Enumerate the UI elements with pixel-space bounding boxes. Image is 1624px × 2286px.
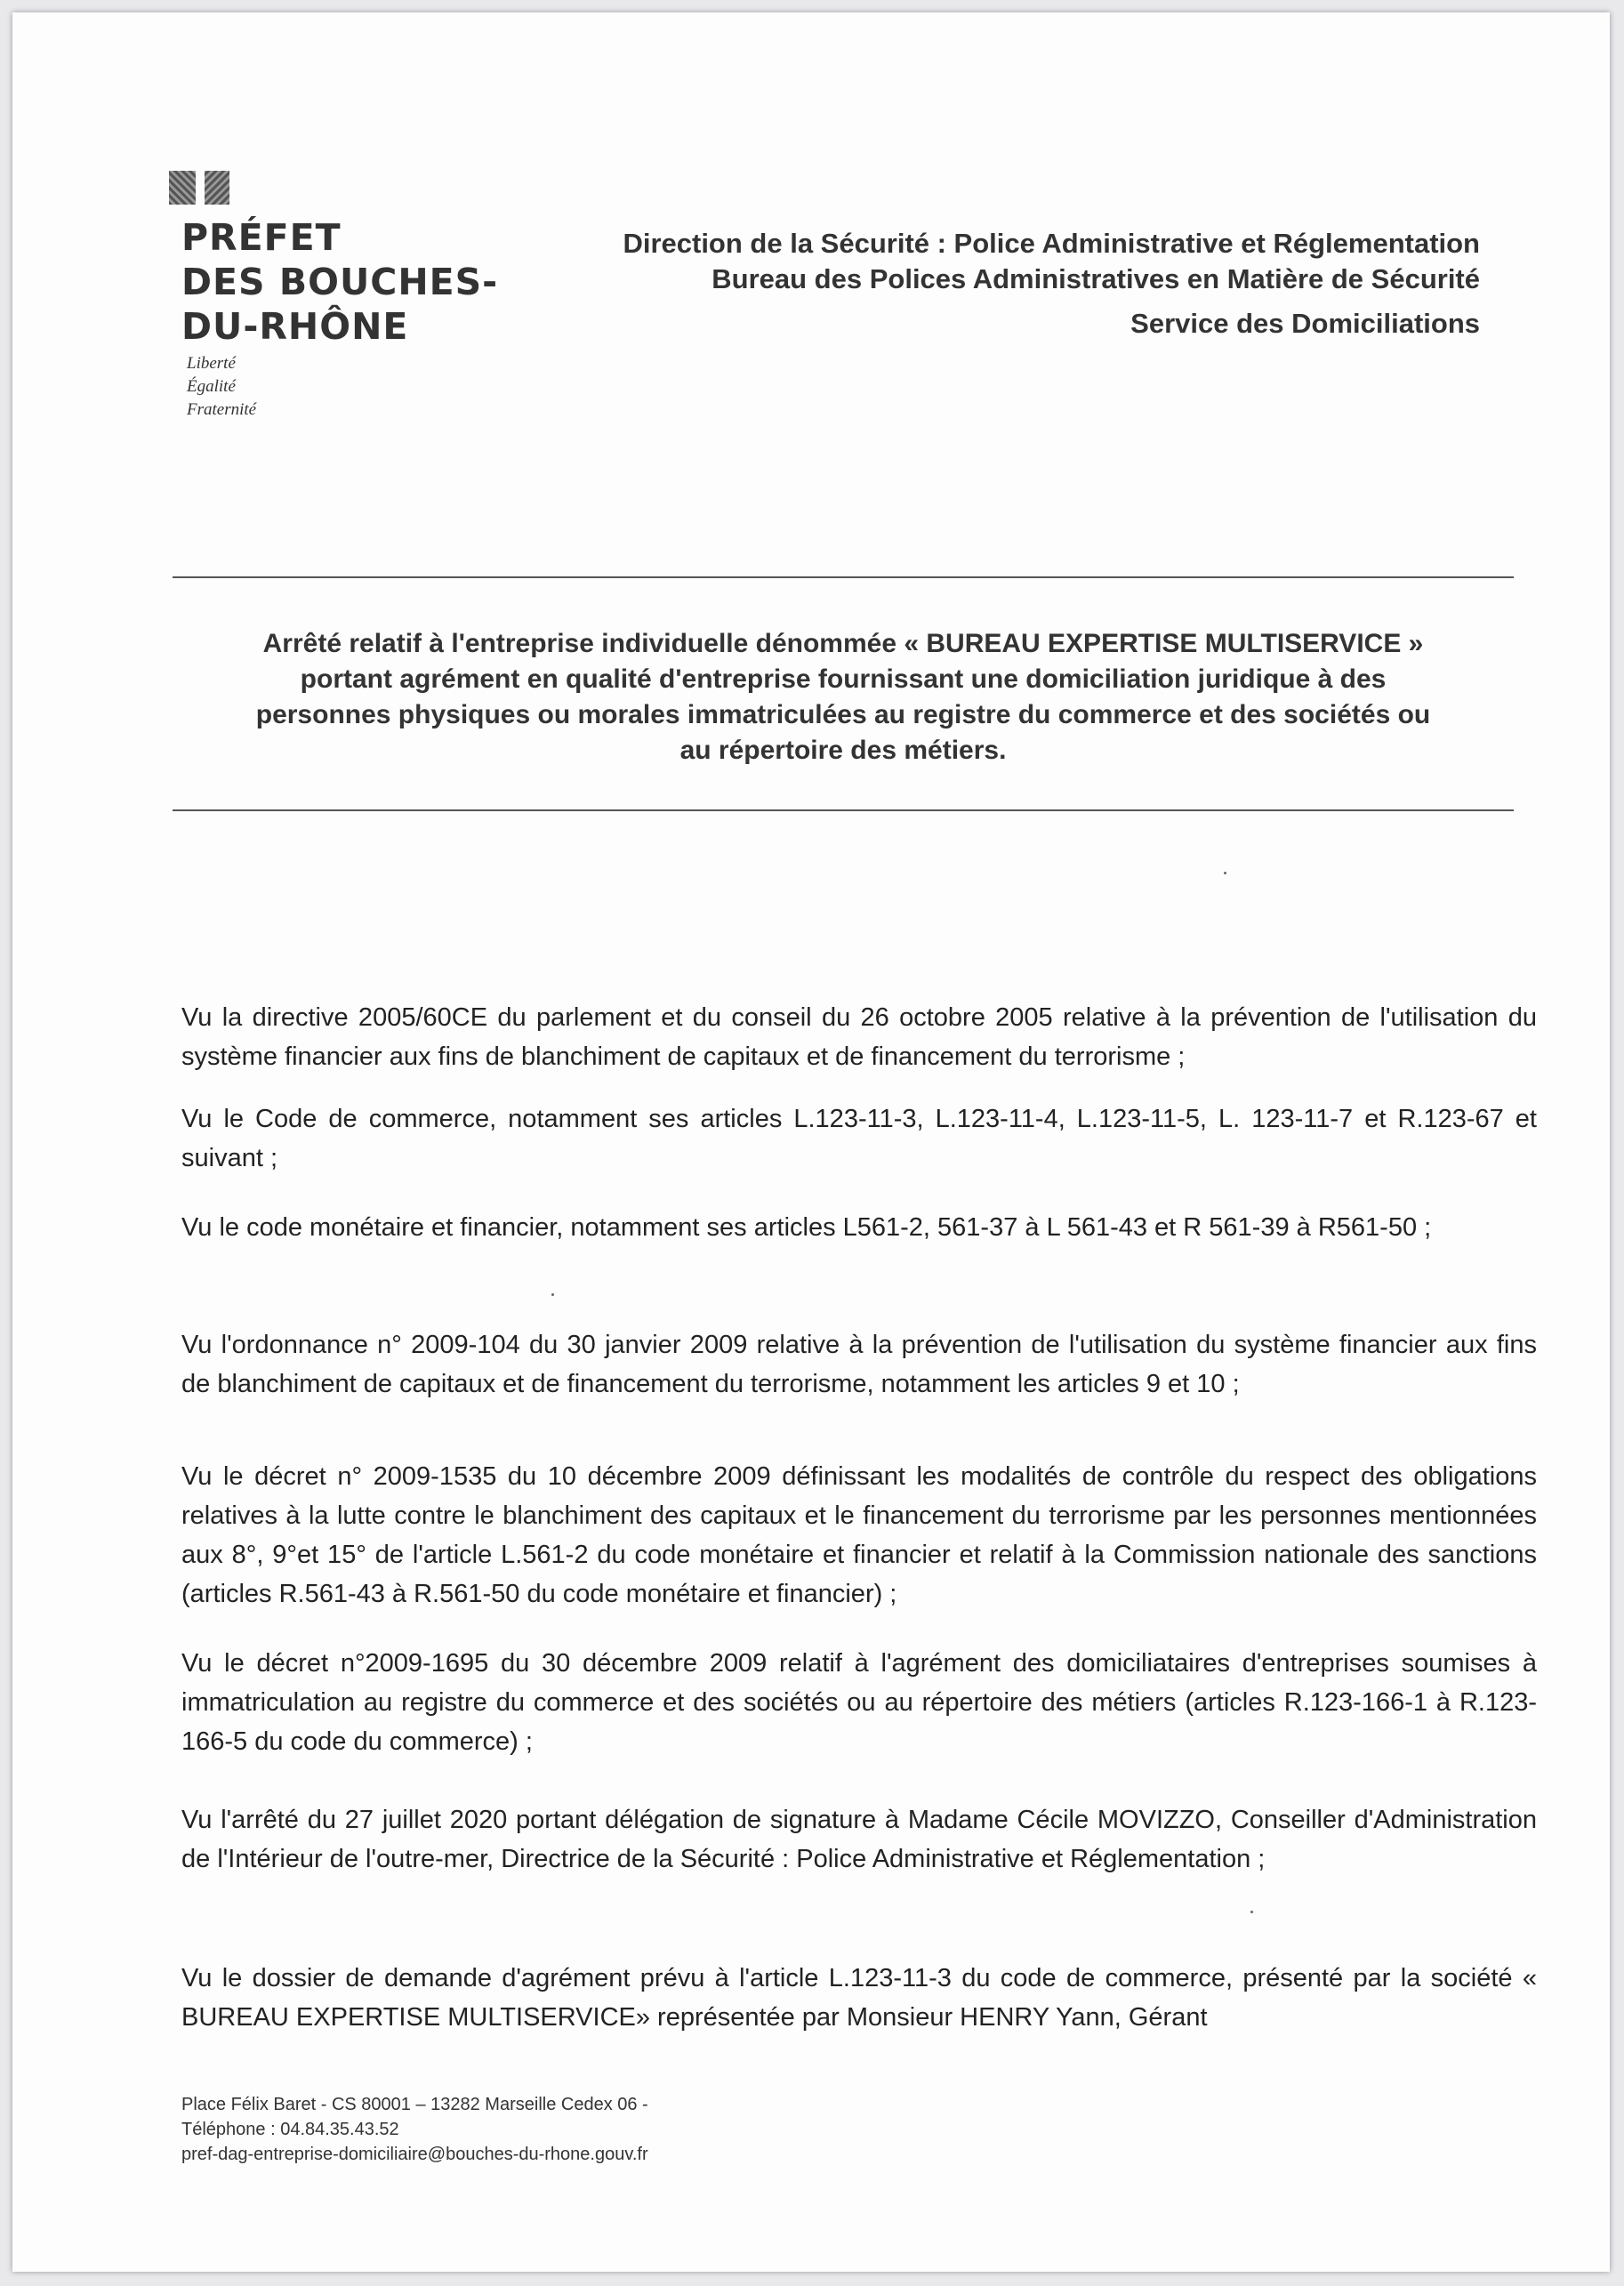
prefecture-name-line: DU-RHÔNE (181, 305, 409, 348)
direction-name: Direction de la Sécurité : Police Administrative et Réglementation (623, 228, 1480, 259)
body-paragraph (181, 1208, 1537, 1247)
footer-address: Place Félix Baret - CS 80001 – 13282 Marseille Cedex 06 - (181, 2095, 648, 2114)
prefecture-name-line: PRÉFET (181, 216, 342, 259)
title-line: au répertoire des métiers. (679, 736, 1007, 765)
body-paragraph (181, 1959, 1537, 2037)
footer-phone: Téléphone : 04.84.35.43.52 (181, 2120, 399, 2139)
paragraph-text: Vu le code monétaire et financier, notamment ses articles L561-2, 561-37 à L 561-43 et R 561-39 à R561-50 ; (181, 1213, 1432, 1242)
body-paragraph (181, 1644, 1537, 1761)
scan-speck (1250, 1911, 1253, 1913)
title-line: personnes physiques ou morales immatriculées au registre du commerce et des sociétés ou (255, 700, 1431, 729)
republic-motto (187, 352, 256, 422)
paragraph-text: Vu le décret n°2009-1695 du 30 décembre 2009 relatif à l'agrément des domiciliataires d'entreprises soumises à immatriculation au registre du commerce et des sociétés ou au répertoire des métiers (articles R.123-166-1 à R.123-166-5 du code du commerce) ; (181, 1649, 1537, 1756)
prefecture-name-line: DES BOUCHES- (181, 261, 499, 303)
paragraph-text: Vu l'ordonnance n° 2009-104 du 30 janvier 2009 relative à la prévention de l'utilisation du système financier aux fins de blanchiment de capitaux et de financement du terrorisme, notamment les articles 9 et 10 ; (181, 1331, 1537, 1398)
paragraph-text: Vu le Code de commerce, notamment ses articles L.123-11-3, L.123-11-4, L.123-11-5, L. 123-11-7 et R.123-67 et suivant ; (181, 1105, 1537, 1172)
title-line: portant agrément en qualité d'entreprise fournissant une domiciliation juridique à des (300, 664, 1387, 694)
paragraph-text: Vu le dossier de demande d'agrément prévu à l'article L.123-11-3 du code de commerce, présenté par la société « BUREAU EXPERTISE MULTISERVICE» représentée par Monsieur HENRY Yann, Gérant (181, 1964, 1537, 2032)
paragraph-text: Vu le décret n° 2009-1535 du 10 décembre 2009 définissant les modalités de contrôle du respect des obligations relatives à la lutte contre le blanchiment des capitaux et le financement du terrorisme par les personnes mentionnées aux 8°, 9°et 15° de l'article L.561-2 du code monétaire et financier et relatif à la Commission nationale des sanctions (articles R.561-43 à R.561-50 du code monétaire et financier) ; (181, 1462, 1537, 1608)
motto-line: Égalité (187, 377, 236, 396)
bureau-name: Bureau des Polices Administratives en Matière de Sécurité (712, 263, 1480, 294)
body-paragraph (181, 1325, 1537, 1404)
body-paragraph (181, 998, 1537, 1076)
body-paragraph (181, 1099, 1537, 1178)
bottom-divider (173, 809, 1514, 811)
scan-speck (551, 1293, 554, 1296)
document-page (12, 12, 1610, 2272)
issuing-department (413, 226, 1480, 342)
footer-email: pref-dag-entreprise-domiciliaire@bouches-du-rhone.gouv.fr (181, 2145, 648, 2164)
top-divider (173, 576, 1514, 578)
body-paragraph (181, 1800, 1537, 1879)
body-paragraph (181, 1457, 1537, 1614)
paragraph-text: Vu la directive 2005/60CE du parlement et du conseil du 26 octobre 2005 relative à la prévention de l'utilisation du système financier aux fins de blanchiment de capitaux et de financement du terrorisme ; (181, 1003, 1537, 1071)
paragraph-text: Vu l'arrêté du 27 juillet 2020 portant délégation de signature à Madame Cécile MOVIZZO, Conseiller d'Administration de l'Intérieur de l'outre-mer, Directrice de la Sécurité : Police Administrative et Réglementation ; (181, 1806, 1537, 1873)
decree-title (173, 626, 1514, 769)
footer-contact (181, 2092, 648, 2167)
motto-line: Fraternité (187, 400, 257, 419)
motto-line: Liberté (187, 354, 236, 373)
scan-speck (1224, 872, 1226, 874)
republic-logo-icon (169, 171, 231, 205)
title-line: Arrêté relatif à l'entreprise individuelle dénommée « BUREAU EXPERTISE MULTISERVICE » (262, 629, 1424, 658)
service-name: Service des Domiciliations (1130, 308, 1480, 339)
